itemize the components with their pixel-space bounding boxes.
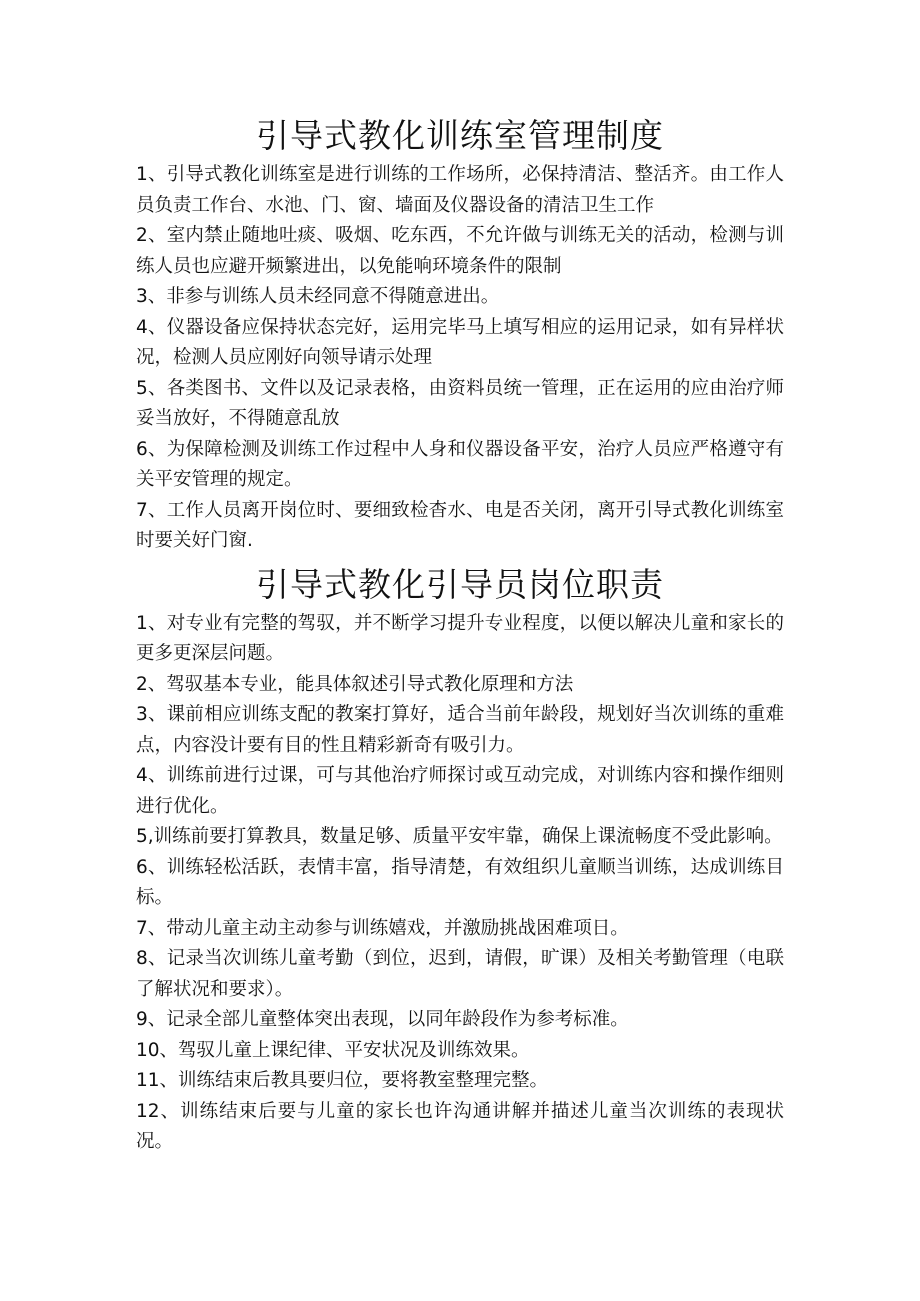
list-item: 1、对专业有完整的驾驭，并不断学习提升专业程度，以便以解决儿童和家长的更多更深层问题。 (136, 612, 784, 664)
section-job-duties (136, 561, 784, 1158)
list-item: 8、记录当次训练儿童考勤（到位，迟到，请假，旷课）及相关考勤管理（电联了解状况和要求）。 (136, 948, 784, 1000)
list-item: 5,训练前要打算教具，数量足够、质量平安牢靠，确保上课流畅度不受此影响。 (136, 826, 783, 847)
list-item: 12、训练结束后要与儿童的家长也许沟通讲解并描述儿童当次训练的表现状况。 (136, 1100, 784, 1152)
list-item: 1、引导式教化训练室是进行训练的工作场所，必保持清洁、整活齐。由工作人员负责工作台、水池、门、窗、墙面及仪器设备的清洁卫生工作 (136, 164, 784, 216)
job-duties-list (136, 609, 784, 1158)
section-title-job-duties: 引导式教化引导员岗位职责 (256, 564, 664, 604)
list-item: 6、为保障检测及训练工作过程中人身和仪器设备平安，治疗人员应严格遵守有关平安管理的规定。 (136, 438, 784, 490)
document-page (136, 112, 784, 1158)
list-item: 3、非参与训练人员未经同意不得随意进出。 (136, 286, 500, 307)
list-item: 4、仪器设备应保持状态完好，运用完毕马上填写相应的运用记录，如有异样状况，检测人员应刚好向领导请示处理 (136, 316, 784, 368)
section-title-management-rules: 引导式教化训练室管理制度 (256, 116, 664, 155)
list-item: 4、训练前进行过课，可与其他治疗师探讨或互动完成，对训练内容和操作细则进行优化。 (136, 765, 784, 817)
list-item: 2、室内禁止随地吐痰、吸烟、吃东西，不允许做与训练无关的活动，检测与训练人员也应避开频繁进出，以免能响环境条件的限制 (136, 225, 784, 277)
section-management-rules (136, 112, 784, 557)
list-item: 7、工作人员离开岗位时、要细致检杳水、电是否关闭，离开引导式教化训练室时要关好门窗. (136, 499, 784, 551)
list-item: 2、驾驭基本专业，能具体叙述引导式教化原理和方法 (136, 673, 574, 695)
list-item: 11、训练结束后教具要归位，要将教室整理完整。 (136, 1070, 549, 1091)
management-rules-list (136, 160, 784, 557)
list-item: 7、带动儿童主动主动参与训练嬉戏，并激励挑战困难项日。 (136, 917, 629, 939)
list-item: 10、驾驭儿童上课纪律、平安状况及训练效果。 (136, 1039, 530, 1061)
list-item: 9、记录全部儿童整体突出表现，以同年龄段作为参考标准。 (136, 1009, 629, 1030)
list-item: 6、训练轻松活跃，表情丰富，指导清楚，有效组织儿童顺当训练，达成训练目标。 (136, 856, 784, 908)
list-item: 3、课前相应训练支配的教案打算好，适合当前年龄段，规划好当次训练的重难点，内容没计要有目的性且精彩新奇有吸引力。 (136, 704, 784, 756)
list-item: 5、各类图书、文件以及记录表格，由资料员统一管理，正在运用的应由治疗师妥当放好，不得随意乱放 (136, 377, 784, 429)
